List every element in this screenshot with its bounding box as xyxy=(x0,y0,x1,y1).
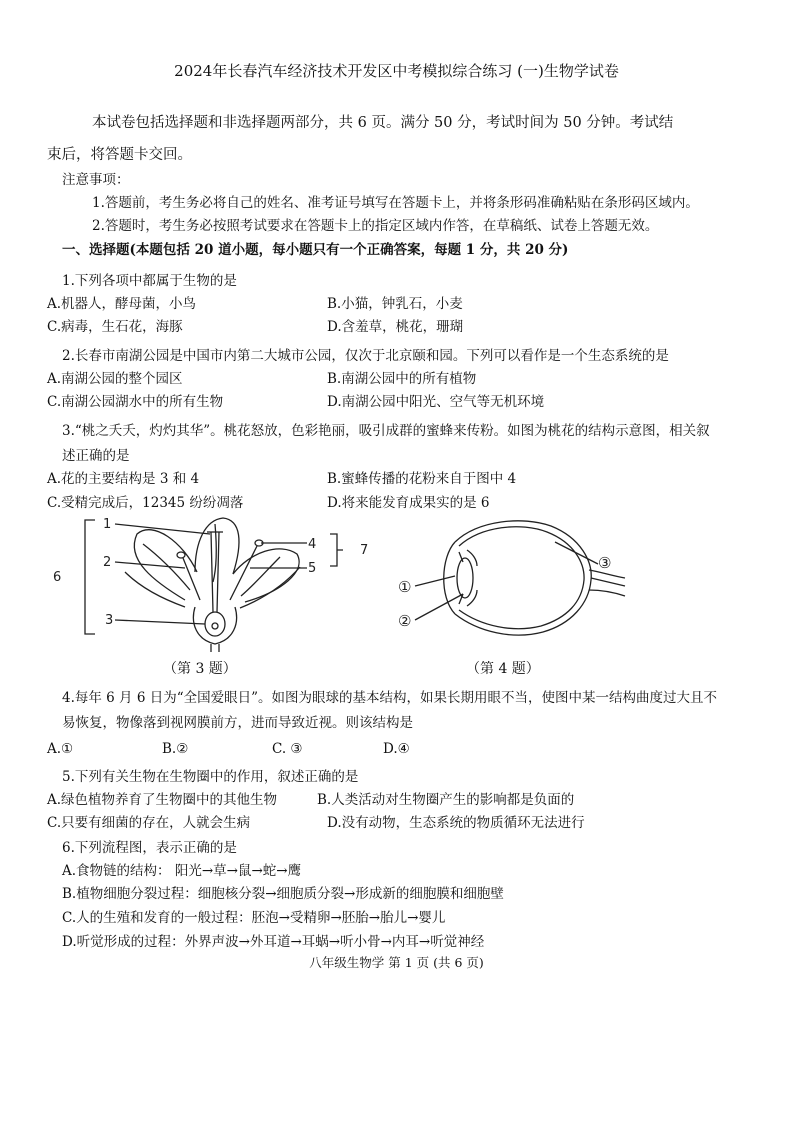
q2-option-b: B.南湖公园中的所有植物 xyxy=(327,371,477,387)
eyeball-structure-diagram xyxy=(393,512,628,644)
notes-heading: 注意事项： xyxy=(62,172,130,188)
eye-label-1: ① xyxy=(398,578,412,596)
q6-option-b: B.植物细胞分裂过程：细胞核分裂→细胞质分裂→形成新的细胞膜和细胞壁 xyxy=(62,886,504,902)
q1-option-d: D.含羞草，桃花，珊瑚 xyxy=(327,319,464,335)
q3-stem-line-1: 3.“桃之夭夭，灼灼其华”。桃花怒放，色彩艳丽，吸引成群的蜜蜂来传粉。如图为桃花的结构示意图，相关叙 xyxy=(62,423,710,439)
intro-line-2: 束后，将答题卡交回。 xyxy=(47,147,192,163)
q6-option-d: D.听觉形成的过程：外界声波→外耳道→耳蜗→听小骨→内耳→听觉神经 xyxy=(62,934,485,950)
q4-option-d: D.④ xyxy=(383,741,410,757)
q4-stem-line-1: 4.每年 6 月 6 日为“全国爱眼日”。如图为眼球的基本结构，如果长期用眼不当，使图中某一结构曲度过大且不 xyxy=(62,690,718,706)
q4-stem-line-2: 易恢复，物像落到视网膜前方，进而导致近视。则该结构是 xyxy=(62,715,413,731)
q3-option-d: D.将来能发育成果实的是 6 xyxy=(327,495,490,511)
intro-line-1: 本试卷包括选择题和非选择题两部分，共 6 页。满分 50 分，考试时间为 50 分钟。考试结 xyxy=(92,115,674,131)
q6-stem: 6.下列流程图，表示正确的是 xyxy=(62,840,237,856)
q6-option-c: C.人的生殖和发育的一般过程：胚泡→受精卵→胚胎→胎儿→婴儿 xyxy=(62,910,446,926)
figure-caption-4: （第 4 题） xyxy=(466,661,540,677)
q2-option-a: A.南湖公园的整个园区 xyxy=(47,371,183,387)
q5-option-a: A.绿色植物养育了生物圈中的其他生物 xyxy=(47,792,278,808)
q2-option-d: D.南湖公园中阳光、空气等无机环境 xyxy=(327,394,545,410)
eye-label-2: ② xyxy=(398,612,412,630)
note-item-1: 1.答题前，考生务必将自己的姓名、准考证号填写在答题卡上，并将条形码准确粘贴在条形码区域内。 xyxy=(92,195,699,211)
flower-label-3: 3 xyxy=(105,613,114,628)
q1-option-c: C.病毒，生石花，海豚 xyxy=(47,319,183,335)
q5-option-c: C.只要有细菌的存在，人就会生病 xyxy=(47,815,251,831)
eye-label-3: ③ xyxy=(598,554,612,572)
q2-stem: 2.长春市南湖公园是中国市内第二大城市公园，仅次于北京颐和园。下列可以看作是一个生态系统的是 xyxy=(62,348,669,364)
q4-option-b: B.② xyxy=(162,741,189,757)
flower-label-4: 4 xyxy=(308,537,317,552)
flower-label-7: 7 xyxy=(360,543,369,558)
q3-stem-line-2: 述正确的是 xyxy=(62,448,130,464)
q5-option-b: B.人类活动对生物圈产生的影响都是负面的 xyxy=(317,792,575,808)
flower-label-2: 2 xyxy=(103,555,112,570)
q4-option-a: A.① xyxy=(47,741,74,757)
q6-option-a: A.食物链的结构： 阳光→草→鼠→蛇→鹰 xyxy=(62,863,302,879)
exam-title: 2024年长春汽车经济技术开发区中考模拟综合练习 (一)生物学试卷 xyxy=(174,62,619,80)
q1-stem: 1.下列各项中都属于生物的是 xyxy=(62,273,237,289)
flower-label-6: 6 xyxy=(53,570,62,585)
q5-option-d: D.没有动物，生态系统的物质循环无法进行 xyxy=(327,815,585,831)
note-item-2: 2.答题时，考生务必按照考试要求在答题卡上的指定区域内作答，在草稿纸、试卷上答题无效。 xyxy=(92,218,659,234)
q4-option-c: C. ③ xyxy=(272,741,303,757)
q2-option-c: C.南湖公园湖水中的所有生物 xyxy=(47,394,224,410)
q3-option-b: B.蜜蜂传播的花粉来自于图中 4 xyxy=(327,471,517,487)
page-footer: 八年级生物学 第 1 页 (共 6 页) xyxy=(309,955,484,970)
q1-option-a: A.机器人，酵母菌，小鸟 xyxy=(47,296,197,312)
figure-caption-3: （第 3 题） xyxy=(163,661,237,677)
flower-structure-diagram xyxy=(45,512,385,654)
flower-label-1: 1 xyxy=(103,517,112,532)
section-heading: 一、选择题(本题包括 20 道小题，每小题只有一个正确答案，每题 1 分，共 20 分) xyxy=(62,242,569,258)
q1-option-b: B.小猫，钟乳石，小麦 xyxy=(327,296,463,312)
q5-stem: 5.下列有关生物在生物圈中的作用，叙述正确的是 xyxy=(62,769,359,785)
q3-option-a: A.花的主要结构是 3 和 4 xyxy=(47,471,200,487)
q3-option-c: C.受精完成后，12345 纷纷凋落 xyxy=(47,495,244,511)
flower-label-5: 5 xyxy=(308,561,317,576)
